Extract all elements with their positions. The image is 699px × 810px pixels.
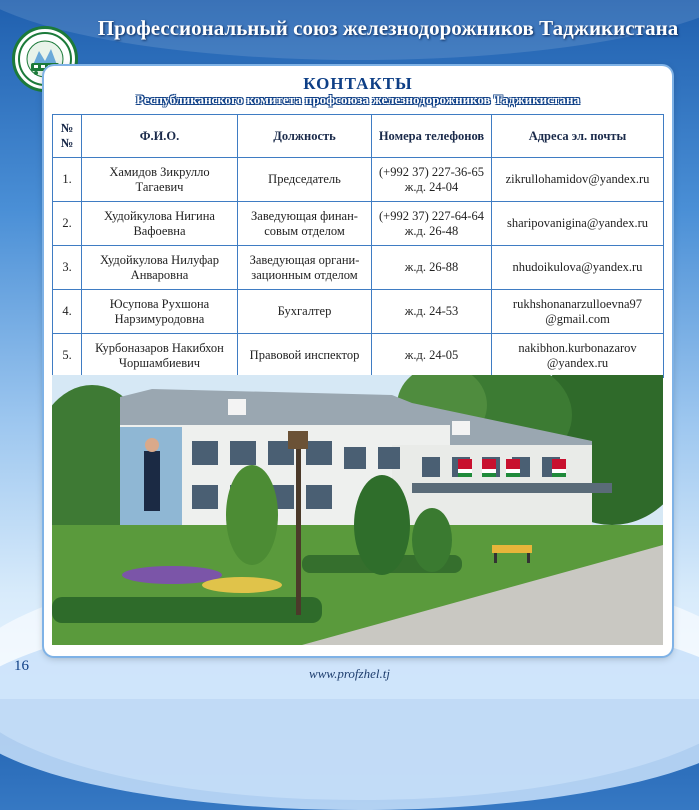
phone-city: (+992 37) 227-36-65 [379,164,484,179]
phone-rail: ж.д. 26-88 [404,260,459,274]
table-row [53,246,664,290]
table-row [53,202,664,246]
header-position: Должность [238,115,372,158]
phone-rail: ж.д. 24-04 [404,179,459,194]
tree [226,465,278,565]
person-email[interactable]: rukhshonanarzulloevna97 @gmail.com [492,290,664,334]
header-phones: Номера телефонов [372,115,492,158]
bench [492,545,532,553]
lamp-post [296,445,301,615]
person-phones [372,334,492,378]
tree [412,508,452,572]
table-row [53,158,664,202]
person-phones [372,202,492,246]
page-number: 16 [14,658,29,674]
person-position: Правовой инспектор [238,334,372,378]
header-num: №№ [53,115,82,158]
person-email[interactable]: nhudoikulova@yandex.ru [492,246,664,290]
table-row [53,334,664,378]
row-number: 2. [53,202,82,246]
person-email[interactable]: sharipovanigina@yandex.ru [492,202,664,246]
contacts-subtitle: Республиканского комитета профсоюза железнодорожников Таджикистана [136,92,580,107]
person-position: Заведующая финан-совым отделом [238,202,372,246]
row-number: 5. [53,334,82,378]
website-link[interactable]: www.profzhel.tj [309,666,390,681]
hedge [52,597,322,623]
contacts-title: КОНТАКТЫ [303,74,413,93]
person-name: Курбоназаров Накибхон Чоршамбиевич [82,334,238,378]
tree [354,475,410,575]
header-name: Ф.И.О. [82,115,238,158]
phone-rail: ж.д. 24-53 [404,304,459,318]
person-phones [372,246,492,290]
person-email[interactable]: nakibhon.kurbonazarov @yandex.ru [492,334,664,378]
phone-rail: ж.д. 26-48 [404,223,459,238]
person-position: Бухгалтер [238,290,372,334]
phone-rail: ж.д. 24-05 [404,348,459,362]
person-email[interactable]: zikrullohamidov@yandex.ru [492,158,664,202]
row-number: 4. [53,290,82,334]
contacts-table [52,114,664,378]
phone-city: (+992 37) 227-64-64 [379,208,484,223]
building-photo [52,375,663,645]
person-name: Юсупова Рухшона Нарзимуродовна [82,290,238,334]
page-header-title: Профессиональный союз железнодорожников Таджикистана [97,16,679,40]
table-header-row [53,115,664,158]
row-number: 3. [53,246,82,290]
person-phones [372,158,492,202]
person-phones [372,290,492,334]
row-number: 1. [53,158,82,202]
person-name: Хамидов Зикрулло Тагаевич [82,158,238,202]
person-name: Худойкулова Нилуфар Анваровна [82,246,238,290]
portrait-figure [144,451,160,511]
person-position: Заведующая органи-зационным отделом [238,246,372,290]
person-name: Худойкулова Нигина Вафоевна [82,202,238,246]
person-position: Председатель [238,158,372,202]
header-email: Адреса эл. почты [492,115,664,158]
table-row [53,290,664,334]
building-illustration [52,375,663,645]
